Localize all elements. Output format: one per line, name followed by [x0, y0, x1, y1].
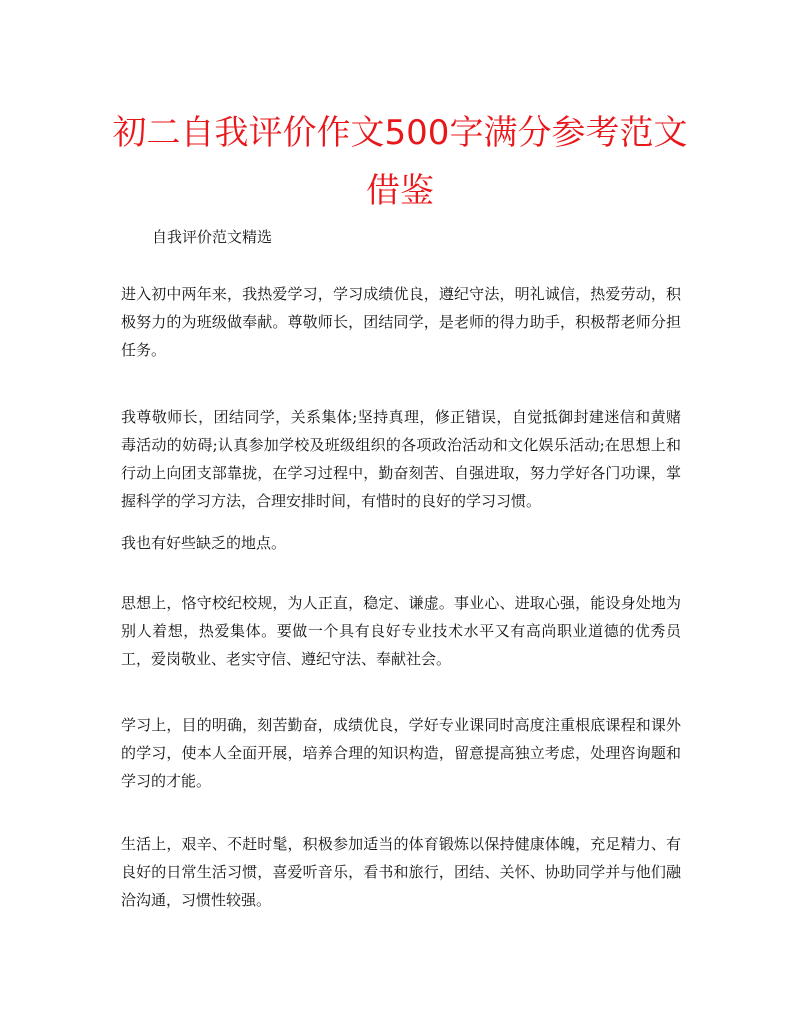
paragraph: 我也有好些缺乏的地点。 — [121, 534, 287, 552]
paragraph: 我尊敬师长，团结同学，关系集体;坚持真理，修正错误，自觉抵御封建迷信和黄赌毒活动的妨碍;认真参加学校及班级组织的各项政治活动和文化娱乐活动;在思想上和行动上向团支部靠拢，在学习过程中，勤奋刻苦、自强进取，努力学好各门功课，掌握科学的学习方法，合理安排时间，有惜时的良好的学习习惯。 — [121, 408, 681, 510]
paragraph: 学习上，目的明确，刻苦勤奋，成绩优良，学好专业课同时高度注重根底课程和课外的学习，使本人全面开展，培养合理的知识构造，留意提高独立考虑，处理咨询题和学习的才能。 — [121, 716, 681, 790]
paragraph: 进入初中两年来，我热爱学习，学习成绩优良，遵纪守法，明礼诚信，热爱劳动，积极努力的为班级做奉献。尊敬师长，团结同学，是老师的得力助手，积极帮老师分担任务。 — [121, 285, 681, 359]
document-title: 初二自我评价作文500字满分参考范文借鉴 — [112, 113, 688, 211]
paragraph: 思想上，恪守校纪校规，为人正直，稳定、谦虚。事业心、进取心强，能设身处地为别人着想，热爱集体。要做一个具有良好专业技术水平又有高尚职业道德的优秀员工，爱岗敬业、老实守信、遵纪守法、奉献社会。 — [121, 594, 681, 668]
document-subtitle: 自我评价范文精选 — [152, 228, 273, 246]
paragraph: 生活上，艰辛、不赶时髦，积极参加适当的体育锻炼以保持健康体魄，充足精力、有良好的日常生活习惯，喜爱听音乐，看书和旅行，团结、关怀、协助同学并与他们融洽沟通，习惯性较强。 — [121, 835, 681, 909]
